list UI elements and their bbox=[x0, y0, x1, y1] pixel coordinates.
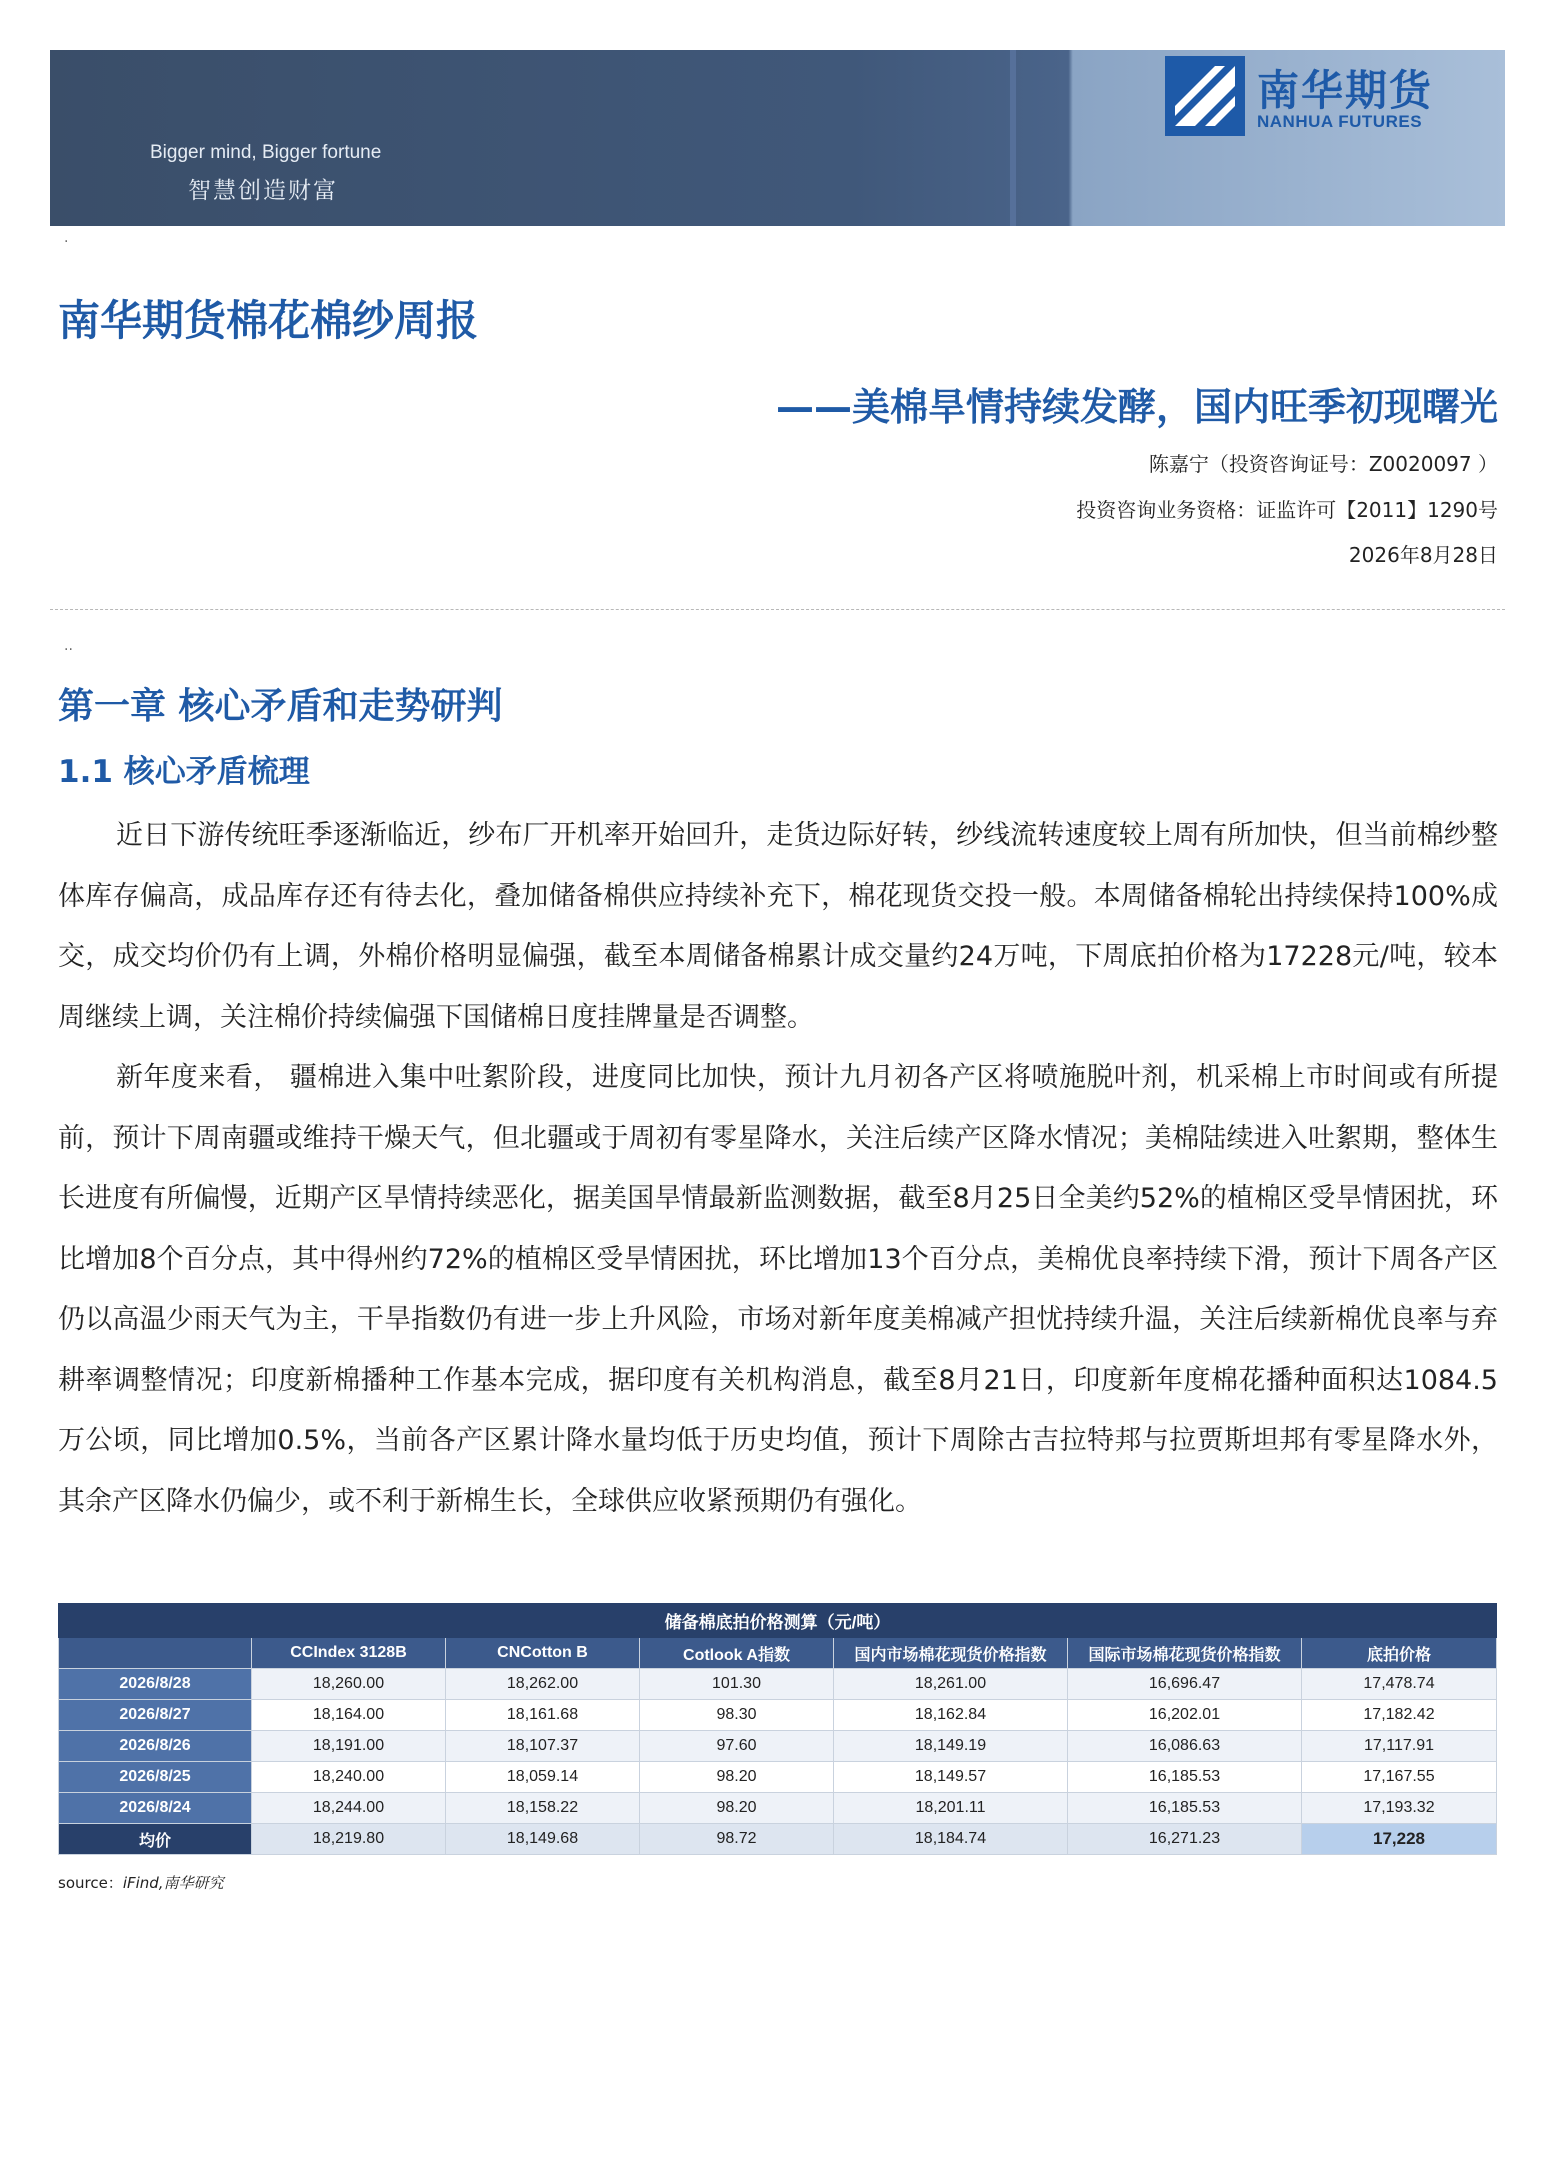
table-cell: 18,059.14 bbox=[446, 1762, 640, 1793]
table-cell: 18,161.68 bbox=[446, 1700, 640, 1731]
table-cell: 16,696.47 bbox=[1068, 1669, 1302, 1700]
table-cell: 18,158.22 bbox=[446, 1793, 640, 1824]
table-cell: 18,191.00 bbox=[252, 1731, 446, 1762]
table-cell: 16,271.23 bbox=[1068, 1824, 1302, 1855]
table-cell: 18,240.00 bbox=[252, 1762, 446, 1793]
table-cell: 18,244.00 bbox=[252, 1793, 446, 1824]
table-row bbox=[59, 1731, 1497, 1762]
table-header-cell: 国内市场棉花现货价格指数 bbox=[834, 1638, 1068, 1669]
table-cell: 18,107.37 bbox=[446, 1731, 640, 1762]
table-cell: 18,184.74 bbox=[834, 1824, 1068, 1855]
row-date: 2026/8/25 bbox=[59, 1762, 252, 1793]
table-cell: 98.72 bbox=[640, 1824, 834, 1855]
table-row bbox=[59, 1700, 1497, 1731]
table-cell: 16,185.53 bbox=[1068, 1762, 1302, 1793]
table-cell: 17,117.91 bbox=[1302, 1731, 1497, 1762]
table-header-cell: 底拍价格 bbox=[1302, 1638, 1497, 1669]
table-cell: 97.60 bbox=[640, 1731, 834, 1762]
row-date: 2026/8/28 bbox=[59, 1669, 252, 1700]
table-cell: 17,167.55 bbox=[1302, 1762, 1497, 1793]
section-heading: 1.1 核心矛盾梳理 bbox=[58, 754, 310, 790]
table-cell: 98.20 bbox=[640, 1793, 834, 1824]
nanhua-logo-icon bbox=[1165, 56, 1245, 136]
average-label: 均价 bbox=[59, 1824, 252, 1855]
table-cell: 98.30 bbox=[640, 1700, 834, 1731]
table-cell: 18,149.19 bbox=[834, 1731, 1068, 1762]
table-cell: 16,185.53 bbox=[1068, 1793, 1302, 1824]
table-cell: 18,201.11 bbox=[834, 1793, 1068, 1824]
table-cell: 101.30 bbox=[640, 1669, 834, 1700]
logo-text-cn: 南华期货 bbox=[1257, 66, 1434, 115]
table-header-row bbox=[59, 1638, 1497, 1669]
row-date: 2026/8/26 bbox=[59, 1731, 252, 1762]
paragraph-1: 近日下游传统旺季逐渐临近，纱布厂开机率开始回升，走货边际好转，纱线流转速度较上周有所加快，但当前棉纱整体库存偏高，成品库存还有待去化，叠加储备棉供应持续补充下，棉花现货交投一般。本周储备棉轮出持续保持100%成交，成交均价仍有上调，外棉价格明显偏强，截至本周储备棉累计成交量约24万吨，下周底拍价格为17228元/吨，较本周继续上调，关注棉价持续偏强下国储棉日度挂牌量是否调整。 bbox=[58, 820, 1498, 1033]
table-cell: 18,164.00 bbox=[252, 1700, 446, 1731]
table-header-cell: CNCotton B bbox=[446, 1638, 640, 1669]
logo-text-en: NANHUA FUTURES bbox=[1257, 112, 1423, 131]
row-date: 2026/8/27 bbox=[59, 1700, 252, 1731]
table-header-cell: 国际市场棉花现货价格指数 bbox=[1068, 1638, 1302, 1669]
dot-marker-2: .. bbox=[64, 638, 73, 654]
table-cell: 18,149.68 bbox=[446, 1824, 640, 1855]
table-header-cell bbox=[59, 1638, 252, 1669]
banner-stripe bbox=[1010, 50, 1016, 226]
table-cell: 16,086.63 bbox=[1068, 1731, 1302, 1762]
report-title: 南华期货棉花棉纱周报 bbox=[58, 296, 479, 345]
table-title: 储备棉底拍价格测算（元/吨） bbox=[59, 1604, 1497, 1638]
table-header-cell: CCIndex 3128B bbox=[252, 1638, 446, 1669]
author-line: 陈嘉宁（投资咨询证号：Z0020097 ） bbox=[1148, 452, 1498, 476]
divider bbox=[50, 609, 1505, 610]
report-date: 2026年8月28日 bbox=[1348, 543, 1498, 567]
table-cell: 16,202.01 bbox=[1068, 1700, 1302, 1731]
slogan-cn: 智慧创造财富 bbox=[188, 178, 338, 204]
table-row bbox=[59, 1793, 1497, 1824]
source-text: iFind,南华研究 bbox=[122, 1874, 224, 1892]
paragraph-2: 新年度来看， 疆棉进入集中吐絮阶段，进度同比加快，预计九月初各产区将喷施脱叶剂，机采棉上市时间或有所提前，预计下周南疆或维持干燥天气，但北疆或于周初有零星降水，关注后续产区降水情况；美棉陆续进入吐絮期，整体生长进度有所偏慢，近期产区旱情持续恶化，据美国旱情最新监测数据，截至8月25日全美约52%的植棉区受旱情困扰，环比增加8个百分点，其中得州约72%的植棉区受旱情困扰，环比增加13个百分点，美棉优良率持续下滑，预计下周各产区仍以高温少雨天气为主，干旱指数仍有进一步上升风险，市场对新年度美棉减产担忧持续升温，关注后续新棉优良率与弃耕率调整情况；印度新棉播种工作基本完成，据印度有关机构消息，截至8月21日，印度新年度棉花播种面积达1084.5万公顷，同比增加0.5%，当前各产区累计降水量均低于历史均值，预计下周除古吉拉特邦与拉贾斯坦邦有零星降水外，其余产区降水仍偏少，或不利于新棉生长，全球供应收紧预期仍有强化。 bbox=[58, 1062, 1498, 1517]
table-row bbox=[59, 1669, 1497, 1700]
chapter-heading: 第一章 核心矛盾和走势研判 bbox=[58, 686, 503, 727]
reserve-cotton-price-table bbox=[58, 1603, 1496, 1855]
license-line: 投资咨询业务资格：证监许可【2011】1290号 bbox=[1076, 498, 1498, 522]
table-cell: 18,149.57 bbox=[834, 1762, 1068, 1793]
table-row bbox=[59, 1762, 1497, 1793]
table-cell: 18,262.00 bbox=[446, 1669, 640, 1700]
report-subtitle: ——美棉旱情持续发酵，国内旺季初现曙光 bbox=[775, 385, 1498, 429]
table-cell: 98.20 bbox=[640, 1762, 834, 1793]
table-cell: 17,478.74 bbox=[1302, 1669, 1497, 1700]
table-cell: 18,162.84 bbox=[834, 1700, 1068, 1731]
table-cell: 18,260.00 bbox=[252, 1669, 446, 1700]
table-cell: 17,193.32 bbox=[1302, 1793, 1497, 1824]
slogan-en: Bigger mind, Bigger fortune bbox=[150, 142, 382, 163]
table-cell: 18,219.80 bbox=[252, 1824, 446, 1855]
table-cell: 18,261.00 bbox=[834, 1669, 1068, 1700]
source-note bbox=[58, 1872, 224, 1893]
table-header-cell: Cotlook A指数 bbox=[640, 1638, 834, 1669]
row-date: 2026/8/24 bbox=[59, 1793, 252, 1824]
nanhua-logo bbox=[1165, 56, 1455, 136]
average-floor-price: 17,228 bbox=[1302, 1824, 1497, 1855]
table-average-row bbox=[59, 1824, 1497, 1855]
dot-marker: . bbox=[64, 230, 69, 246]
table-cell: 17,182.42 bbox=[1302, 1700, 1497, 1731]
source-label: source： bbox=[58, 1874, 123, 1892]
